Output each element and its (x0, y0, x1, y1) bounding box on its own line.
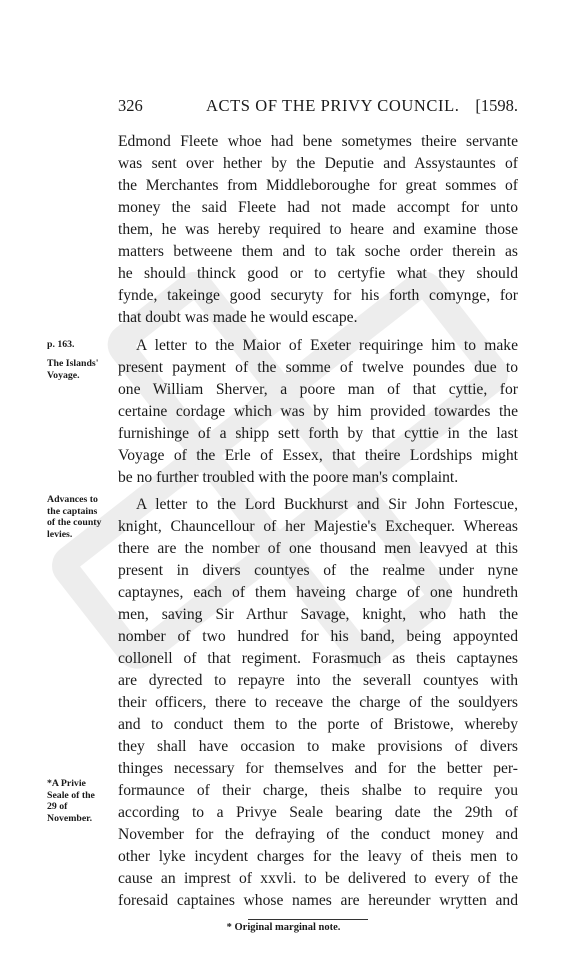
body-line: one William Sherver, a poore man of that cyttie, for (118, 381, 518, 398)
page-number: 326 (118, 96, 143, 115)
body-line: thinges necessary for themselves and for the better per- (118, 760, 518, 777)
margin-note-privie-seale (47, 778, 121, 824)
body-line: they shall have occasion to make provisions of divers (118, 738, 518, 755)
margin-note-line: November. (47, 812, 93, 824)
margin-note-line: Voyage. (47, 369, 80, 381)
body-line: was sent over hether by the Deputie and Assystauntes of (118, 155, 518, 172)
body-line: fynde, takeinge good securyty for his forth comynge, for (118, 287, 518, 304)
body-line: according to a Privye Seale bearing date the 29th of (118, 804, 518, 821)
margin-note-advances (47, 494, 121, 540)
body-line: money the said Fleete had not made accompt for unto (118, 199, 518, 216)
margin-note-line: of the county (47, 517, 102, 528)
body-line: nomber of two hundred for his band, being appoynted (118, 628, 518, 645)
body-line: other lyke incydent charges for the leavy of theis men to (118, 848, 518, 865)
body-line: captaynes, each of them haveing charge of one hundreth (118, 584, 518, 601)
margin-note-line: The Islands' (47, 358, 99, 369)
body-line: men, saving Sir Arthur Savage, knight, who hath the (118, 606, 518, 623)
body-line: foresaid captaines whose names are hereunder wrytten and (118, 892, 518, 909)
running-title: ACTS OF THE PRIVY COUNCIL. (206, 96, 460, 115)
margin-note-line: Advances to (47, 494, 98, 505)
body-line: and to conduct them to the porte of Bristowe, whereby (118, 716, 518, 733)
body-line: are dyrected to repayre into the severall countyes with (118, 672, 518, 689)
body-line: present in divers countyes of the realme under nyne (118, 562, 518, 579)
body-line: he should thinck good or to certyfie what they should (118, 265, 518, 282)
body-line: knight, Chauncellour of her Majestie's Exchequer. Whereas (118, 518, 518, 535)
body-line: Voyage of the Erle of Essex, that theire Lordships might (118, 447, 518, 464)
margin-note-islands-voyage (47, 358, 121, 381)
body-line: present payment of the somme of twelve poundes due to (118, 359, 518, 376)
body-line: that doubt was made he would escape. (118, 309, 358, 326)
footnote-rule (248, 919, 368, 920)
margin-note-line: *A Privie (47, 778, 86, 789)
body-line: them, he was hereby required to heare and examine those (118, 221, 518, 238)
body-line: certaine cordage which was by him provided towardes the (118, 403, 518, 420)
running-year: [1598. (475, 96, 518, 115)
body-line: the Merchantes from Middleboroughe for great sommes of (118, 177, 518, 194)
body-line: cause an imprest of xxvli. to be delivered to every of the (118, 870, 518, 887)
body-line: formaunce of their charge, theis shalbe to require you (118, 782, 518, 799)
footnote: * Original marginal note. (226, 922, 341, 933)
body-line: A letter to the Lord Buckhurst and Sir John Fortescue, (136, 496, 518, 513)
margin-note-line: Seale of the (47, 789, 95, 801)
margin-note-line: 29 of (47, 801, 68, 812)
running-header (118, 96, 518, 120)
body-line: be no further troubled with the poore man's complaint. (118, 469, 459, 486)
body-line: November for the defraying of the conduct money and (118, 826, 518, 843)
body-line: there are the nomber of one thousand men leavyed at this (118, 540, 518, 557)
body-line: collonell of that regiment. Forasmuch as theis captaynes (118, 650, 518, 667)
margin-note-line: the captains (47, 505, 98, 517)
body-line: matters betweene them and to tak soche order therein as (118, 243, 518, 260)
margin-page-ref: p. 163. (47, 339, 75, 350)
body-line: Edmond Fleete whoe had bene sometymes theire servante (118, 133, 518, 150)
body-line: their officers, there to receave the charge of the souldyers (118, 694, 518, 711)
margin-note-line: levies. (47, 528, 73, 540)
body-line: furnishinge of a shipp sett forth by that cyttie in the last (118, 425, 518, 442)
body-line: A letter to the Maior of Exeter requiringe him to make (136, 337, 518, 354)
